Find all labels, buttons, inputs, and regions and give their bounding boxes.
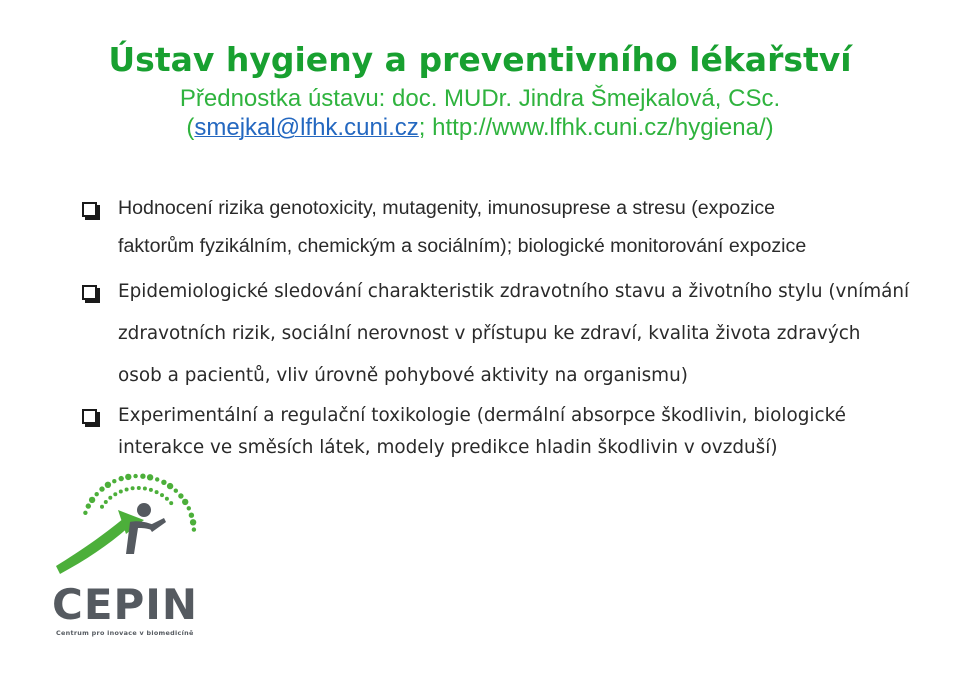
- list-item-line: zdravotních rizik, sociální nerovnost v přístupu ke zdraví, kvalita života zdravých: [118, 323, 861, 344]
- list-item-line: osob a pacientů, vliv úrovně pohybové aktivity na organismu): [118, 365, 688, 386]
- logo-dot: [100, 505, 104, 509]
- list-item-line: Hodnocení rizika genotoxicity, mutagenity, imunosuprese a stresu (expozice: [118, 197, 776, 219]
- logo-dot: [178, 493, 183, 498]
- logo-dot: [95, 492, 99, 496]
- head-of-institute: Přednostka ústavu: doc. MUDr. Jindra Šmejkalová, CSc.: [179, 85, 781, 112]
- contact-close-paren: ): [765, 114, 774, 141]
- logo-dot: [161, 480, 166, 485]
- logo-dot: [140, 474, 145, 479]
- logo-dot: [119, 476, 124, 481]
- list-item-line: Experimentální a regulační toxikologie (dermální absorpce škodlivin, biologické: [118, 405, 846, 426]
- contact-line: [0, 113, 960, 143]
- logo-dot: [169, 501, 173, 505]
- web-link[interactable]: http://www.lfhk.cuni.cz/hygiena/: [432, 114, 766, 141]
- logo-dot: [131, 486, 135, 490]
- logo-dot: [83, 511, 87, 515]
- logo-name: CEPIN: [52, 580, 199, 629]
- logo-dot: [174, 489, 178, 493]
- logo-dot: [187, 506, 191, 510]
- logo-dot: [113, 492, 117, 496]
- logo-dot: [165, 497, 169, 501]
- logo-dot: [155, 477, 159, 481]
- checkbox-bullet-icon: [82, 285, 97, 300]
- cepin-logo-icon: [52, 470, 202, 588]
- logo-dot: [119, 490, 123, 494]
- logo-dot: [125, 488, 129, 492]
- contact-open-paren: (: [186, 114, 195, 141]
- logo-dot: [190, 519, 196, 525]
- logo-dot: [108, 496, 112, 500]
- logo-dot: [147, 474, 153, 480]
- logo-dot: [89, 497, 95, 503]
- list-item-line: faktorům fyzikálním, chemickým a sociálním); biologické monitorování expozice: [118, 235, 807, 257]
- logo-dot: [160, 493, 164, 497]
- logo-dot: [133, 474, 137, 478]
- logo-dot: [143, 487, 147, 491]
- logo-dot: [86, 503, 91, 508]
- logo-subtitle: Centrum pro inovace v biomedicíně: [56, 629, 194, 637]
- logo-dot: [104, 500, 108, 504]
- logo-dot: [105, 482, 111, 488]
- logo-dot: [149, 488, 153, 492]
- logo-dot: [137, 486, 141, 490]
- email-link[interactable]: smejkal@lfhk.cuni.cz: [194, 114, 419, 141]
- logo-dot: [182, 499, 188, 505]
- list-item-line: interakce ve směsích látek, modely predikce hladin škodlivin v ovzduší): [118, 437, 778, 458]
- logo-dot: [167, 483, 173, 489]
- logo-dot: [99, 486, 104, 491]
- list-item-line: Epidemiologické sledování charakteristik zdravotního stavu a životního stylu (vnímání: [118, 281, 910, 302]
- checkbox-bullet-icon: [82, 202, 97, 217]
- checkbox-bullet-icon: [82, 409, 97, 424]
- logo-dot: [189, 513, 194, 518]
- logo-dot: [155, 490, 159, 494]
- logo-dot: [112, 479, 116, 483]
- page-title: Ústav hygieny a preventivního lékařství: [108, 40, 852, 79]
- logo-dot: [192, 527, 196, 531]
- logo-dot: [125, 474, 131, 480]
- contact-separator: ;: [418, 114, 433, 141]
